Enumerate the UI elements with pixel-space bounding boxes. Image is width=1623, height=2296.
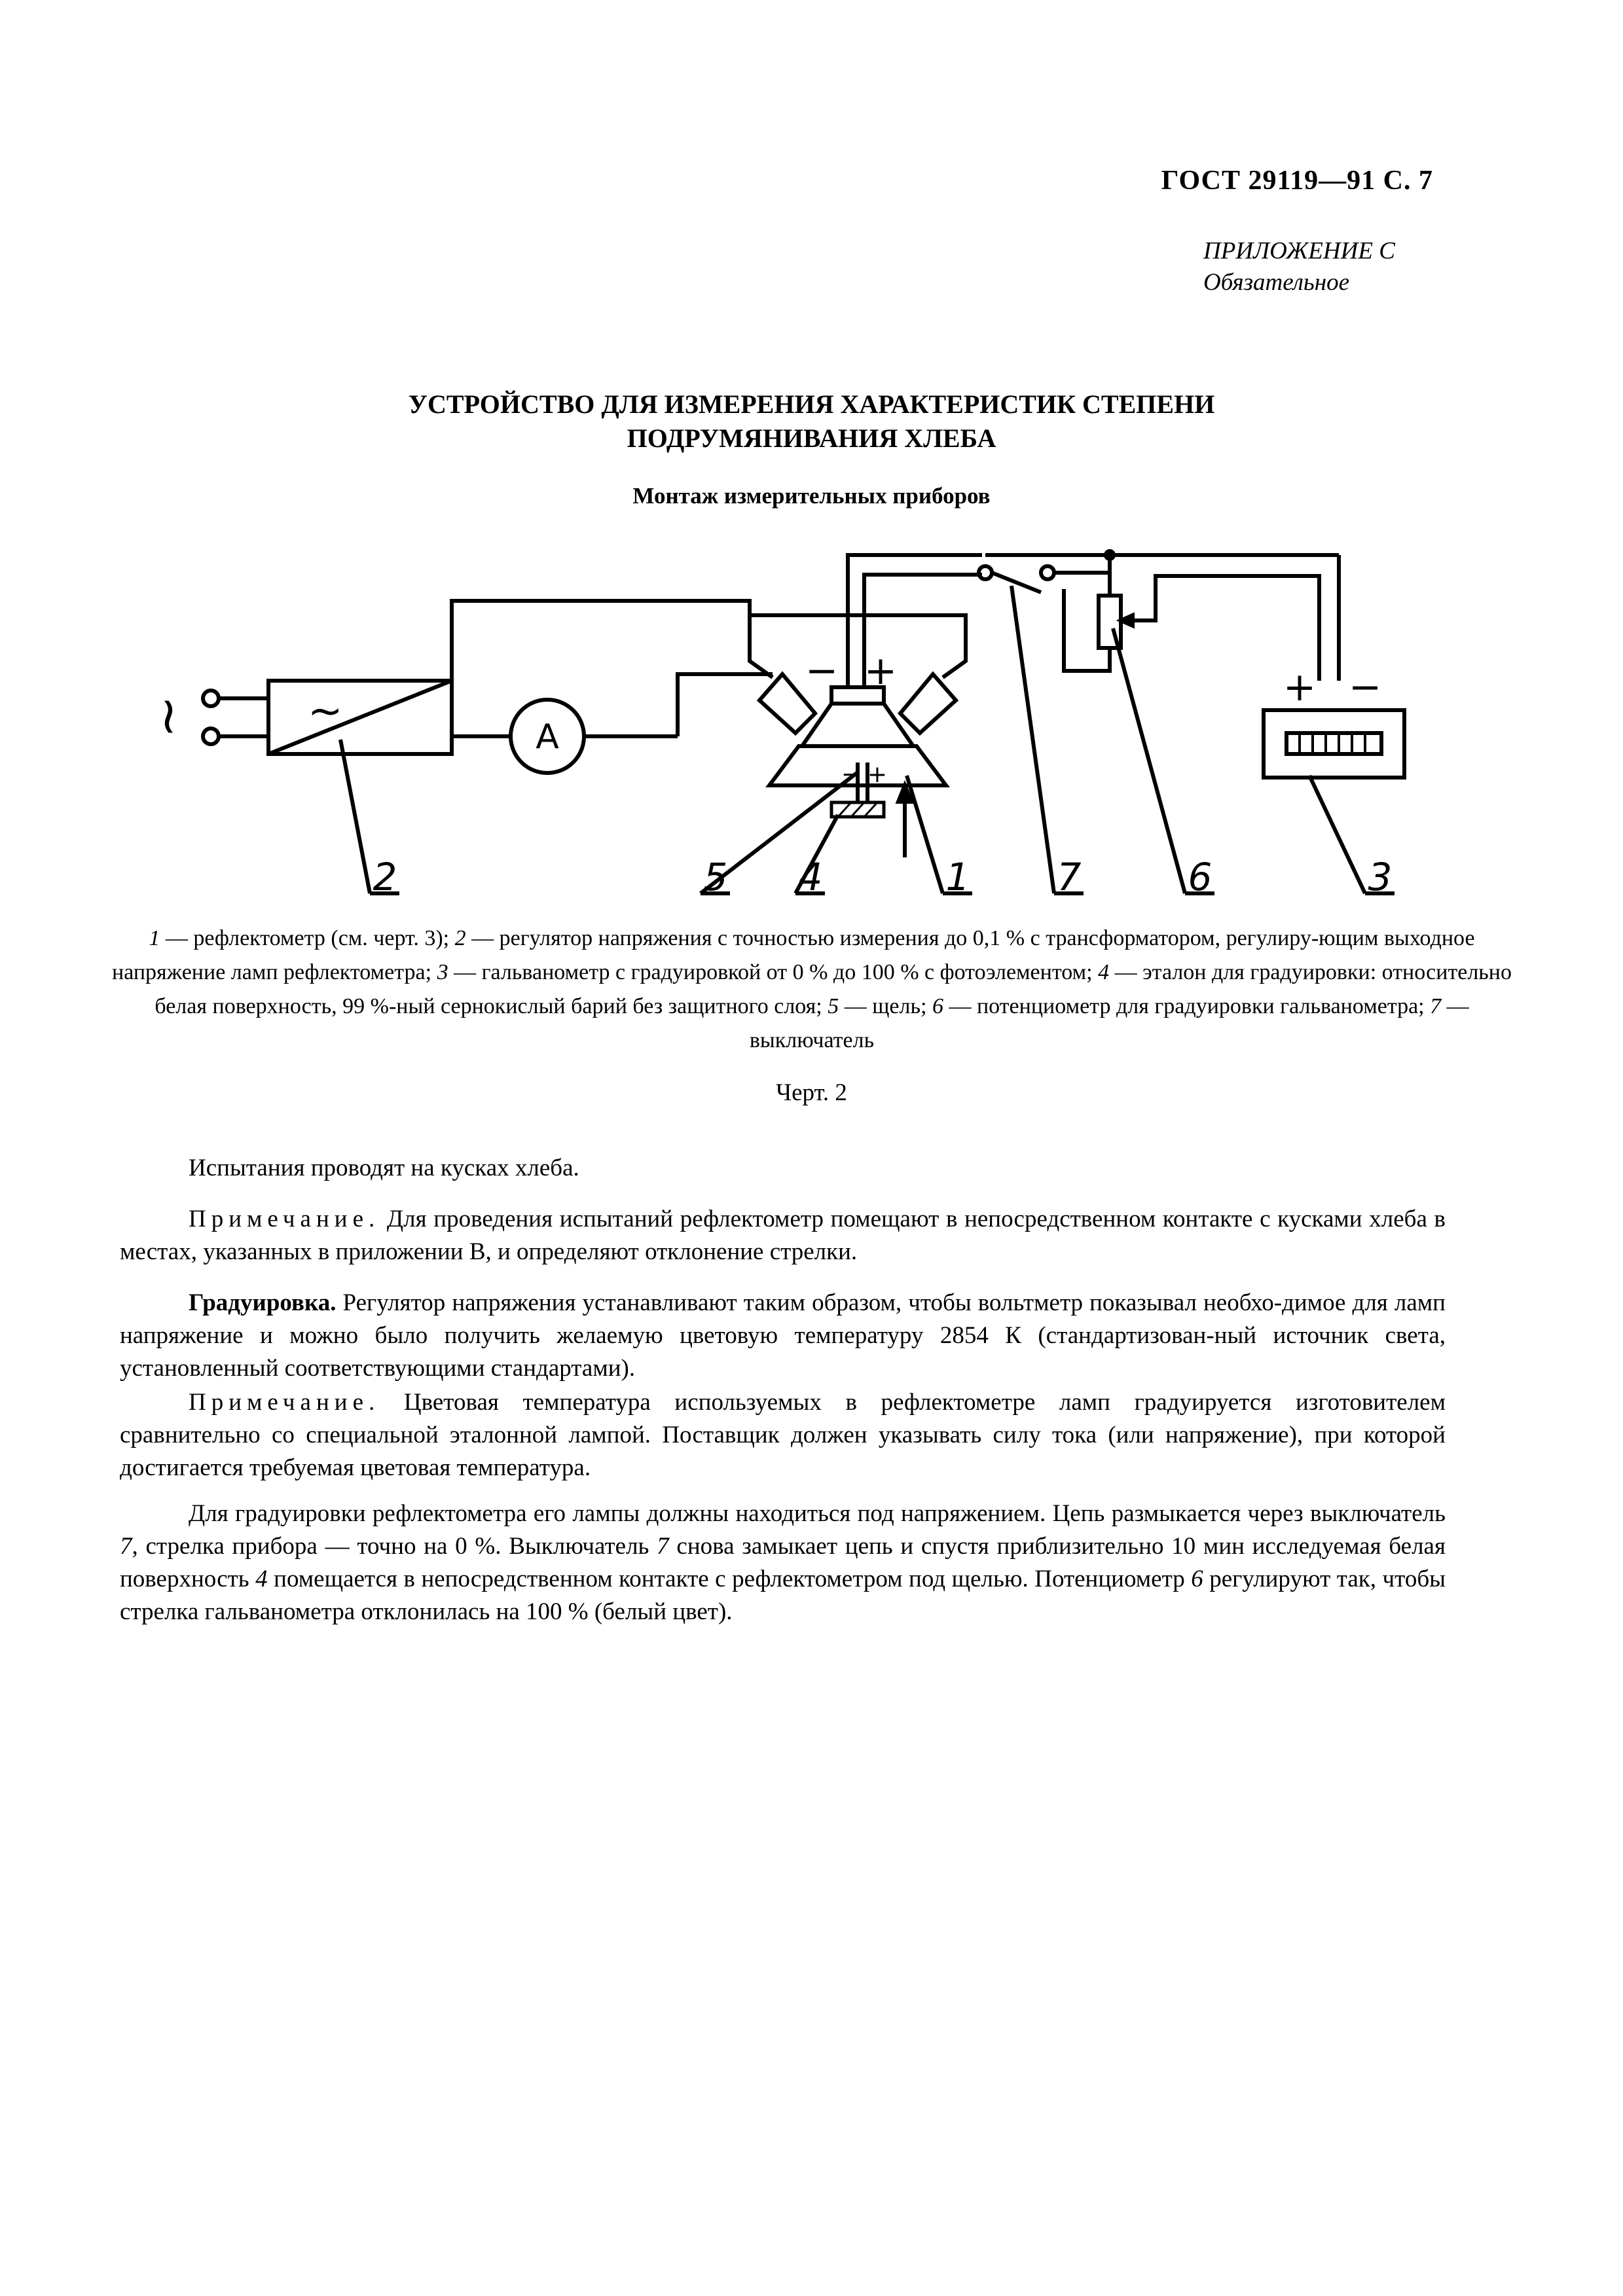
legend-num-5: 5	[828, 994, 839, 1018]
p5-num-1: 7	[120, 1533, 132, 1560]
paragraph-2	[120, 1203, 1446, 1268]
galvanometer-minus: −	[1348, 664, 1382, 710]
paragraph-4	[120, 1386, 1446, 1484]
legend-text-5: — щель;	[839, 994, 932, 1018]
callout-7: 7	[1057, 855, 1082, 899]
title-line-1: УСТРОЙСТВО ДЛЯ ИЗМЕРЕНИЯ ХАРАКТЕРИСТИК СТЕПЕНИ	[408, 389, 1215, 419]
legend-text-1: — рефлектометр (см. черт. 3);	[160, 926, 455, 950]
legend-num-3: 3	[437, 960, 448, 984]
callout-6: 6	[1188, 855, 1213, 899]
ac-source-symbol: ∼	[140, 695, 199, 738]
switch	[979, 566, 992, 579]
slit-minus: −	[841, 761, 862, 788]
note-text-2: Цветовая температура используемых в рефлектометре ламп градуируется изготовителем сравнительно со специальной эталонной лампой. Поставщик должен указывать силу тока (или напряжение), при которой достигается требуемая цветовая температура.	[120, 1389, 1446, 1481]
photocell-minus: −	[805, 648, 839, 694]
legend-num-6: 6	[932, 994, 943, 1018]
standard-header: ГОСТ 29119—91 С. 7	[1161, 166, 1433, 196]
figure-subtitle: Монтаж измерительных приборов	[632, 483, 991, 509]
legend-num-7: 7	[1430, 994, 1442, 1018]
legend-text-4: — эталон для градуировки: относительно белая поверхность, 99 %-ный сернокислый барий без защитного слоя;	[155, 960, 1512, 1018]
p5-num-4: 6	[1191, 1566, 1203, 1592]
appendix-status: Обязательное	[1203, 269, 1350, 296]
p5-num-2: 7	[657, 1533, 669, 1560]
galvanometer-plus: +	[1283, 664, 1317, 710]
photocell-plus: +	[864, 648, 898, 694]
paragraph-5	[120, 1498, 1446, 1628]
figure-legend	[111, 922, 1512, 1058]
legend-num-4: 4	[1098, 960, 1110, 984]
slit-plus: +	[867, 761, 888, 788]
legend-text-3: — гальванометр с градуировкой от 0 % до 100 % с фотоэлементом;	[448, 960, 1099, 984]
svg-text:~: ~	[308, 687, 343, 736]
appendix-block	[1203, 236, 1395, 298]
paragraph-1: Испытания проводят на кусках хлеба.	[189, 1155, 579, 1181]
paragraph-3	[120, 1287, 1446, 1385]
terminal-top	[203, 691, 219, 706]
callout-1: 1	[945, 855, 970, 899]
legend-num-1: 1	[149, 926, 160, 950]
p5-part-c: снова замыкает цепь и спустя приблизительно 10 мин исследуемая белая поверхность	[120, 1533, 1446, 1592]
note-label-2: Примечание.	[189, 1389, 380, 1416]
circuit-diagram	[0, 517, 1623, 910]
note-label-1: Примечание.	[189, 1206, 380, 1232]
callout-3: 3	[1368, 855, 1393, 899]
ammeter-label: A	[536, 717, 559, 757]
callout-5: 5	[703, 855, 728, 899]
legend-text-7: — выключатель	[749, 994, 1469, 1052]
p5-part-d: помещается в непосредственном контакте с рефлектометром под щелью. Потенциометр	[267, 1566, 1192, 1592]
calibration-text: Регулятор напряжения устанавливают таким образом, чтобы вольтметр показывал необхо-димое для ламп напряжение и можно было получить желаемую цветовую температуру 2854 К (стандартизован-ный источник света, установленный соответствующими стандартами).	[120, 1289, 1446, 1382]
appendix-title: ПРИЛОЖЕНИЕ С	[1203, 238, 1395, 264]
p5-part-a: Для градуировки рефлектометра его лампы должны находиться под напряжением. Цепь размыкается через выключатель	[189, 1500, 1446, 1527]
legend-text-6: — потенциометр для градуировки гальванометра;	[943, 994, 1431, 1018]
p5-num-3: 4	[255, 1566, 268, 1592]
callout-4: 4	[798, 855, 823, 899]
calibration-label: Градуировка.	[189, 1289, 337, 1316]
legend-num-2: 2	[454, 926, 466, 950]
callout-2: 2	[373, 855, 397, 899]
terminal-bottom	[203, 728, 219, 744]
document-title	[0, 387, 1623, 456]
title-line-2: ПОДРУМЯНИВАНИЯ ХЛЕБА	[627, 423, 996, 453]
p5-part-b: , стрелка прибора — точно на 0 %. Выключатель	[132, 1533, 657, 1560]
legend-text-2: — регулятор напряжения с точностью измерения до 0,1 % с трансформатором, регулиру-ющим выходное напряжение ламп рефлектометра;	[112, 926, 1475, 984]
p5-part-e: регулируют так, чтобы стрелка гальванометра отклонилась на 100 % (белый цвет).	[120, 1566, 1446, 1625]
figure-caption: Черт. 2	[776, 1079, 847, 1106]
note-text-1: Для проведения испытаний рефлектометр помещают в непосредственном контакте с кусками хлеба в местах, указанных в приложении В, и определяют отклонение стрелки.	[120, 1206, 1446, 1265]
